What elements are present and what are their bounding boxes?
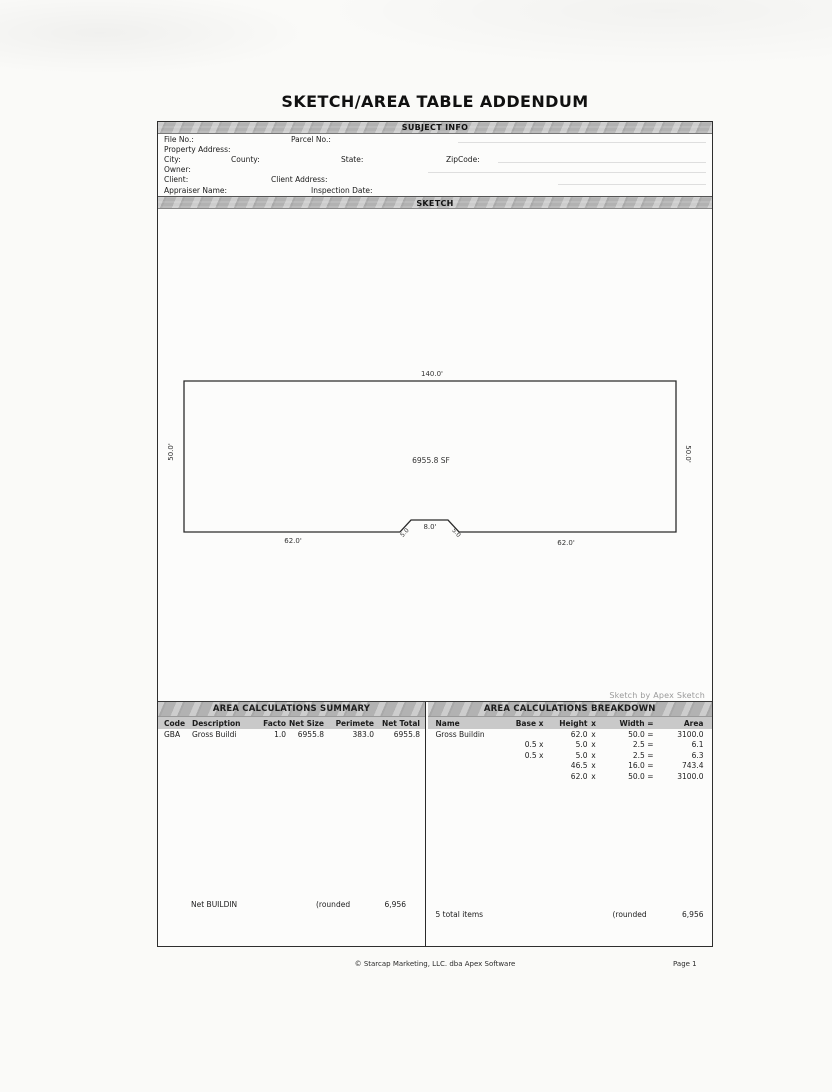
- cell-x: x: [591, 729, 596, 739]
- subject-info-header: SUBJECT INFO: [158, 122, 712, 134]
- dim-bottom-left: 62.0': [284, 537, 302, 545]
- rounded-label: (rounded: [612, 910, 647, 919]
- net-building-label: Net BUILDIN: [191, 900, 238, 909]
- rounded-label: (rounded: [316, 900, 351, 909]
- parcel-no-label: Parcel No.:: [291, 135, 331, 144]
- breakdown-table-row: [428, 729, 713, 740]
- breakdown-table-row: [428, 771, 713, 782]
- cell-width: 16.0 =: [628, 761, 654, 771]
- dim-bottom-right: 62.0': [557, 539, 575, 547]
- col-net-total: Net Total: [381, 718, 420, 728]
- summary-table-title: AREA CALCULATIONS SUMMARY: [158, 702, 425, 717]
- col-x: x: [591, 718, 596, 728]
- file-no-label: File No.:: [164, 135, 194, 144]
- area-calculations-breakdown-table: [428, 702, 713, 946]
- sketch-canvas: [158, 209, 711, 701]
- cell-height: 5.0: [575, 750, 588, 760]
- floor-plan-sketch: [158, 209, 711, 701]
- property-address-label: Property Address:: [164, 145, 231, 154]
- scan-artifact-line: [428, 172, 706, 173]
- area-calculations: [158, 701, 712, 946]
- col-area: Area: [683, 718, 704, 728]
- cell-width: 50.0 =: [628, 729, 654, 739]
- cell-factor: 1.0: [274, 729, 286, 739]
- zipcode-label: ZipCode:: [446, 155, 480, 164]
- summary-table-footer: [158, 900, 425, 911]
- dim-notch-width: 8.0': [423, 523, 437, 531]
- copyright-text: © Starcap Marketing, LLC. dba Apex Software: [354, 960, 516, 968]
- dim-notch-right: 5.0: [450, 527, 462, 539]
- cell-x: x: [591, 750, 596, 760]
- cell-x: x: [591, 771, 596, 781]
- total-items-label: 5 total items: [435, 910, 484, 919]
- state-label: State:: [341, 155, 364, 164]
- breakdown-total: 6,956: [682, 910, 704, 919]
- col-height: Height: [559, 718, 588, 728]
- inspection-date-label: Inspection Date:: [311, 186, 373, 195]
- cell-height: 46.5: [570, 761, 588, 771]
- breakdown-table-header: [428, 717, 713, 729]
- cell-width: 2.5 =: [632, 750, 654, 760]
- col-base: Base x: [515, 718, 544, 728]
- appraiser-name-label: Appraiser Name:: [164, 186, 228, 195]
- dim-notch-left: 5.0: [399, 527, 411, 539]
- cell-net-total: 6955.8: [393, 729, 420, 739]
- scan-artifact-line: [558, 184, 706, 185]
- cell-width: 2.5 =: [632, 740, 654, 750]
- scan-artifact-line: [498, 162, 706, 163]
- client-label: Client:: [164, 175, 189, 184]
- cell-height: 62.0: [570, 771, 588, 781]
- cell-area: 6.1: [691, 740, 704, 750]
- col-code: Code: [164, 718, 186, 728]
- cell-code: GBA: [164, 729, 181, 739]
- breakdown-table-row: [428, 750, 713, 761]
- cell-name: Gross Buildin: [435, 729, 485, 739]
- cell-x: x: [591, 761, 596, 771]
- dim-left: 50.0': [167, 443, 175, 461]
- breakdown-table-footer: [428, 910, 713, 921]
- scan-artifact-line: [458, 142, 706, 143]
- dim-top: 140.0': [421, 370, 443, 378]
- col-factor: Facto: [263, 718, 286, 728]
- cell-area: 743.4: [682, 761, 704, 771]
- county-label: County:: [231, 155, 260, 164]
- cell-x: x: [591, 740, 596, 750]
- addendum-form: [157, 121, 713, 947]
- cell-area: 6.3: [691, 750, 704, 760]
- cell-perimeter: 383.0: [352, 729, 374, 739]
- breakdown-table-title: AREA CALCULATIONS BREAKDOWN: [428, 702, 713, 717]
- summary-table-header: [158, 717, 425, 729]
- cell-width: 50.0 =: [628, 771, 654, 781]
- cell-description: Gross Buildi: [192, 729, 237, 739]
- cell-base: 0.5 x: [524, 750, 544, 760]
- col-description: Description: [192, 718, 241, 728]
- cell-height: 5.0: [575, 740, 588, 750]
- cell-base: 0.5 x: [524, 740, 544, 750]
- col-net-size: Net Size: [289, 718, 324, 728]
- col-name: Name: [435, 718, 460, 728]
- owner-label: Owner:: [164, 165, 191, 174]
- cell-area: 3100.0: [677, 729, 704, 739]
- col-width: Width =: [619, 718, 654, 728]
- sketch-section-header: SKETCH: [158, 196, 712, 209]
- city-label: City:: [164, 155, 181, 164]
- cell-height: 62.0: [570, 729, 588, 739]
- area-calculations-summary-table: [158, 702, 426, 946]
- dim-right: 50.0': [684, 445, 692, 463]
- page-title: SKETCH/AREA TABLE ADDENDUM: [281, 92, 589, 111]
- col-perimeter: Perimete: [335, 718, 374, 728]
- client-address-label: Client Address:: [271, 175, 328, 184]
- cell-net-size: 6955.8: [297, 729, 324, 739]
- breakdown-table-row: [428, 761, 713, 772]
- cell-area: 3100.0: [677, 771, 704, 781]
- page-number: Page 1: [673, 960, 697, 968]
- sketch-credit: Sketch by Apex Sketch: [609, 691, 705, 700]
- area-label: 6955.8 SF: [412, 456, 450, 465]
- net-building-total: 6,956: [384, 900, 406, 909]
- summary-table-row: [158, 729, 425, 740]
- breakdown-table-row: [428, 740, 713, 751]
